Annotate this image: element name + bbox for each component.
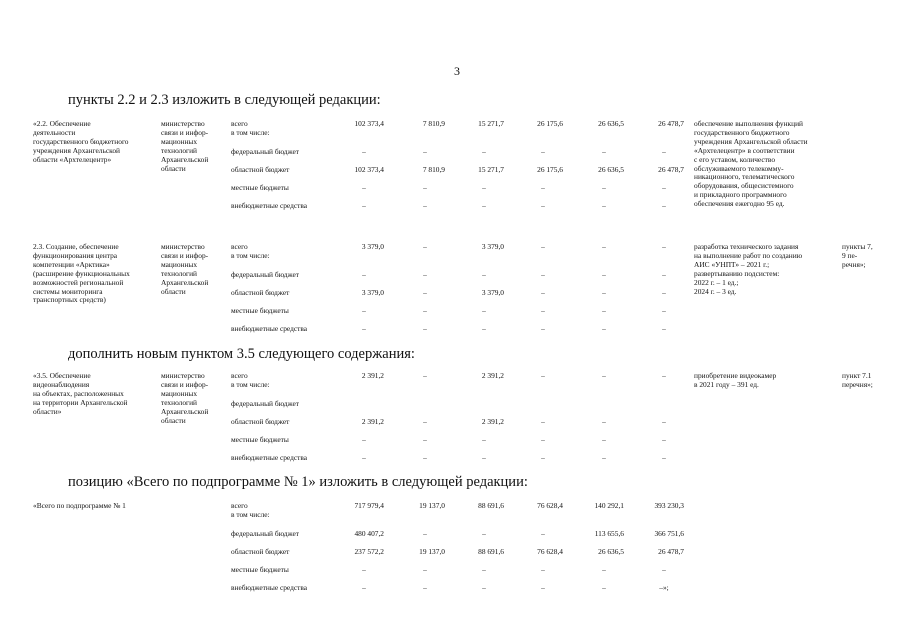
funding-value-cell: – bbox=[602, 242, 606, 251]
executor-line: связи и инфор- bbox=[161, 127, 209, 137]
funding-value-cell: – bbox=[423, 417, 427, 426]
funding-value-cell: – bbox=[362, 435, 366, 444]
funding-value-cell: 140 292,1 bbox=[594, 501, 624, 510]
funding-value-cell: – bbox=[423, 183, 427, 192]
expected-result-line: приобретение видеокамер bbox=[694, 371, 777, 380]
indicator-link-line: перечня»; bbox=[842, 379, 873, 389]
executor-line: связи и инфор- bbox=[161, 379, 209, 389]
measure-name-line: возможностей региональной bbox=[33, 277, 124, 287]
measure-name-line: 2.3. Создание, обеспечение bbox=[33, 242, 119, 251]
funding-source-label: в том числе: bbox=[231, 127, 270, 137]
funding-value-cell: – bbox=[602, 201, 606, 210]
funding-value-cell: – bbox=[662, 306, 666, 315]
funding-source-label: в том числе: bbox=[231, 509, 270, 519]
funding-value-cell: 26 636,5 bbox=[598, 119, 624, 128]
funding-value-cell: – bbox=[602, 565, 606, 574]
funding-value-cell: – bbox=[423, 435, 427, 444]
expected-result-line: обеспечение выполнения функций bbox=[694, 119, 803, 128]
funding-value-cell: – bbox=[662, 565, 666, 574]
measure-name-line: функционирования центра bbox=[33, 250, 118, 260]
expected-result-line: 2024 г. – 3 ед. bbox=[694, 286, 737, 296]
funding-value-cell: – bbox=[541, 371, 545, 380]
funding-value-cell: – bbox=[482, 183, 486, 192]
funding-value-cell: – bbox=[482, 147, 486, 156]
funding-value-cell: – bbox=[662, 288, 666, 297]
funding-value-cell: – bbox=[482, 201, 486, 210]
funding-value-cell: 7 810,9 bbox=[422, 119, 445, 128]
funding-source-label: областной бюджет bbox=[231, 165, 290, 174]
funding-value-cell: – bbox=[362, 324, 366, 333]
measure-name-line: (расширение функциональных bbox=[33, 268, 130, 278]
funding-value-cell: – bbox=[423, 306, 427, 315]
expected-result-line: и прикладного программного bbox=[694, 190, 787, 200]
funding-value-cell: 102 373,4 bbox=[354, 119, 384, 128]
funding-source-label: федеральный бюджет bbox=[231, 147, 300, 156]
funding-value-cell: – bbox=[541, 270, 545, 279]
funding-source-label: в том числе: bbox=[231, 379, 270, 389]
funding-source-label: внебюджетные средства bbox=[231, 201, 308, 210]
funding-value-cell: 717 979,4 bbox=[354, 501, 384, 510]
expected-result-line: учреждения Архангельской области bbox=[694, 136, 808, 146]
funding-source-label: в том числе: bbox=[231, 250, 270, 260]
executor-line: министерство bbox=[161, 242, 205, 251]
funding-value-cell: – bbox=[602, 306, 606, 315]
expected-result-line: 2022 г. – 1 ед.; bbox=[694, 277, 739, 287]
funding-value-cell: 366 751,6 bbox=[654, 529, 684, 538]
funding-value-cell: – bbox=[662, 201, 666, 210]
expected-result-line: с его уставом, количество bbox=[694, 154, 776, 164]
funding-value-cell: 76 628,4 bbox=[537, 501, 563, 510]
funding-value-cell: – bbox=[423, 371, 427, 380]
funding-value-cell: – bbox=[662, 183, 666, 192]
funding-value-cell: 102 373,4 bbox=[354, 165, 384, 174]
funding-value-cell: – bbox=[362, 201, 366, 210]
funding-value-cell: – bbox=[362, 270, 366, 279]
funding-value-cell: – bbox=[423, 270, 427, 279]
executor-line: технологий bbox=[161, 397, 197, 407]
funding-value-cell: 26 175,6 bbox=[537, 119, 563, 128]
funding-value-cell: 26 478,7 bbox=[658, 165, 684, 174]
funding-source-label: местные бюджеты bbox=[231, 306, 289, 315]
funding-value-cell: – bbox=[423, 583, 427, 592]
executor-line: мационных bbox=[161, 259, 198, 269]
indicator-link-line: пункт 7.1 bbox=[842, 371, 872, 380]
funding-source-label: местные бюджеты bbox=[231, 565, 289, 574]
measure-name-line: видеонаблюдения bbox=[33, 379, 90, 389]
funding-value-cell: – bbox=[541, 435, 545, 444]
funding-value-cell: – bbox=[662, 324, 666, 333]
measure-name-line: «3.5. Обеспечение bbox=[33, 371, 91, 380]
funding-source-label: внебюджетные средства bbox=[231, 324, 308, 333]
funding-value-cell: 19 137,0 bbox=[419, 547, 445, 556]
funding-value-cell: – bbox=[482, 565, 486, 574]
funding-value-cell: – bbox=[423, 242, 427, 251]
funding-source-label: внебюджетные средства bbox=[231, 453, 308, 462]
funding-value-cell: – bbox=[423, 529, 427, 538]
funding-value-cell: – bbox=[482, 583, 486, 592]
expected-result-line: развертыванию подсистем: bbox=[694, 268, 780, 278]
funding-value-cell: – bbox=[541, 417, 545, 426]
funding-value-cell: – bbox=[602, 147, 606, 156]
funding-value-cell: 26 478,7 bbox=[658, 547, 684, 556]
funding-value-cell: 19 137,0 bbox=[419, 501, 445, 510]
funding-value-cell: – bbox=[482, 435, 486, 444]
measure-name-line: области «Архтелецентр» bbox=[33, 154, 112, 164]
funding-value-cell: – bbox=[541, 288, 545, 297]
measure-name-line: «Всего по подпрограмме № 1 bbox=[33, 501, 126, 510]
funding-value-cell: – bbox=[662, 242, 666, 251]
funding-value-cell: 26 636,5 bbox=[598, 547, 624, 556]
funding-value-cell: – bbox=[423, 288, 427, 297]
measure-name-line: транспортных средств) bbox=[33, 295, 106, 305]
measure-name-line: на территории Архангельской bbox=[33, 397, 128, 407]
funding-source-label: всего bbox=[231, 371, 248, 380]
funding-value-cell: – bbox=[362, 453, 366, 462]
funding-value-cell: – bbox=[541, 147, 545, 156]
funding-source-label: всего bbox=[231, 242, 248, 251]
funding-value-cell: – bbox=[602, 583, 606, 592]
funding-value-cell: 237 572,2 bbox=[354, 547, 384, 556]
funding-value-cell: 15 271,7 bbox=[478, 119, 504, 128]
funding-value-cell: 3 379,0 bbox=[361, 288, 384, 297]
funding-value-cell: – bbox=[482, 306, 486, 315]
indicator-link-line: речня»; bbox=[842, 259, 866, 269]
funding-value-cell: – bbox=[541, 306, 545, 315]
funding-value-cell: – bbox=[423, 201, 427, 210]
funding-value-cell: – bbox=[482, 324, 486, 333]
funding-value-cell: – bbox=[362, 583, 366, 592]
funding-value-cell: – bbox=[541, 201, 545, 210]
funding-value-cell: – bbox=[602, 371, 606, 380]
funding-value-cell: – bbox=[602, 270, 606, 279]
funding-value-cell: 2 391,2 bbox=[361, 417, 384, 426]
funding-value-cell: – bbox=[423, 147, 427, 156]
funding-value-cell: – bbox=[662, 417, 666, 426]
funding-value-cell: – bbox=[602, 288, 606, 297]
funding-value-cell: – bbox=[602, 435, 606, 444]
expected-result-line: государственного бюджетного bbox=[694, 127, 790, 137]
funding-source-label: федеральный бюджет bbox=[231, 270, 300, 279]
funding-value-cell: 393 230,3 bbox=[654, 501, 684, 510]
funding-source-label: областной бюджет bbox=[231, 288, 290, 297]
expected-result-line: обслуживаемого телекомму- bbox=[694, 163, 784, 173]
funding-source-label: областной бюджет bbox=[231, 417, 290, 426]
executor-line: Архангельской bbox=[161, 277, 209, 287]
funding-value-cell: – bbox=[423, 453, 427, 462]
funding-source-label: федеральный бюджет bbox=[231, 529, 300, 538]
funding-value-cell: 88 691,6 bbox=[478, 501, 504, 510]
section-heading-2: дополнить новым пунктом 3.5 следующего содержания: bbox=[68, 346, 415, 362]
funding-source-label: местные бюджеты bbox=[231, 183, 289, 192]
measure-name-line: на объектах, расположенных bbox=[33, 388, 124, 398]
funding-value-cell: 3 379,0 bbox=[481, 242, 504, 251]
funding-value-cell: – bbox=[662, 453, 666, 462]
funding-source-label: внебюджетные средства bbox=[231, 583, 308, 592]
funding-value-cell: – bbox=[541, 242, 545, 251]
executor-line: Архангельской bbox=[161, 406, 209, 416]
funding-value-cell: 26 636,5 bbox=[598, 165, 624, 174]
funding-value-cell: – bbox=[602, 453, 606, 462]
funding-value-cell: – bbox=[541, 529, 545, 538]
funding-value-cell: – bbox=[662, 270, 666, 279]
measure-name-line: учреждения Архангельской bbox=[33, 145, 120, 155]
funding-value-cell: 2 391,2 bbox=[481, 417, 504, 426]
executor-line: мационных bbox=[161, 388, 198, 398]
funding-source-label: всего bbox=[231, 501, 248, 510]
funding-value-cell: – bbox=[362, 565, 366, 574]
funding-value-cell: – bbox=[541, 183, 545, 192]
funding-value-cell: –»; bbox=[659, 583, 669, 592]
funding-value-cell: – bbox=[362, 147, 366, 156]
executor-line: области bbox=[161, 415, 186, 425]
indicator-link-line: 9 пе- bbox=[842, 250, 858, 260]
funding-value-cell: 26 175,6 bbox=[537, 165, 563, 174]
measure-name-line: области» bbox=[33, 406, 62, 416]
funding-value-cell: 26 478,7 bbox=[658, 119, 684, 128]
expected-result-line: АИС «УНПТ» – 2021 г.; bbox=[694, 259, 770, 269]
funding-value-cell: – bbox=[482, 529, 486, 538]
executor-line: области bbox=[161, 286, 186, 296]
funding-value-cell: – bbox=[662, 435, 666, 444]
indicator-link-line: пункты 7, bbox=[842, 242, 873, 251]
expected-result-line: оборудования, общесистемного bbox=[694, 181, 794, 191]
funding-value-cell: – bbox=[482, 270, 486, 279]
funding-value-cell: – bbox=[482, 453, 486, 462]
expected-result-line: никационного, телематического bbox=[694, 172, 795, 182]
funding-value-cell: 76 628,4 bbox=[537, 547, 563, 556]
funding-value-cell: – bbox=[541, 583, 545, 592]
funding-source-label: федеральный бюджет bbox=[231, 399, 300, 408]
funding-value-cell: 2 391,2 bbox=[481, 371, 504, 380]
expected-result-line: в 2021 году – 391 ед. bbox=[694, 379, 759, 389]
executor-line: области bbox=[161, 163, 186, 173]
funding-value-cell: – bbox=[423, 565, 427, 574]
funding-value-cell: – bbox=[362, 183, 366, 192]
executor-line: министерство bbox=[161, 371, 205, 380]
section-heading-3: позицию «Всего по подпрограмме № 1» изложить в следующей редакции: bbox=[68, 474, 528, 490]
funding-value-cell: 3 379,0 bbox=[361, 242, 384, 251]
funding-value-cell: 2 391,2 bbox=[361, 371, 384, 380]
funding-value-cell: – bbox=[602, 183, 606, 192]
funding-value-cell: – bbox=[541, 453, 545, 462]
executor-line: мационных bbox=[161, 136, 198, 146]
funding-value-cell: 113 655,6 bbox=[594, 529, 624, 538]
executor-line: Архангельской bbox=[161, 154, 209, 164]
funding-value-cell: – bbox=[362, 306, 366, 315]
funding-value-cell: 15 271,7 bbox=[478, 165, 504, 174]
measure-name-line: системы мониторинга bbox=[33, 286, 103, 296]
measure-name-line: деятельности bbox=[33, 127, 76, 137]
funding-value-cell: – bbox=[662, 147, 666, 156]
funding-value-cell: – bbox=[541, 565, 545, 574]
measure-name-line: компетенции «Арктика» bbox=[33, 259, 110, 269]
funding-value-cell: – bbox=[541, 324, 545, 333]
measure-name-line: государственного бюджетного bbox=[33, 136, 129, 146]
measure-name-line: «2.2. Обеспечение bbox=[33, 119, 91, 128]
funding-value-cell: – bbox=[602, 417, 606, 426]
page-number: 3 bbox=[454, 64, 460, 78]
funding-source-label: областной бюджет bbox=[231, 547, 290, 556]
executor-line: связи и инфор- bbox=[161, 250, 209, 260]
funding-value-cell: 480 407,2 bbox=[354, 529, 384, 538]
executor-line: технологий bbox=[161, 268, 197, 278]
section-heading-1: пункты 2.2 и 2.3 изложить в следующей редакции: bbox=[68, 92, 381, 108]
expected-result-line: на выполнение работ по созданию bbox=[694, 250, 803, 260]
funding-source-label: местные бюджеты bbox=[231, 435, 289, 444]
funding-value-cell: – bbox=[662, 371, 666, 380]
funding-value-cell: 7 810,9 bbox=[422, 165, 445, 174]
funding-value-cell: 3 379,0 bbox=[481, 288, 504, 297]
executor-line: министерство bbox=[161, 119, 205, 128]
funding-value-cell: 88 691,6 bbox=[478, 547, 504, 556]
executor-line: технологий bbox=[161, 145, 197, 155]
funding-source-label: всего bbox=[231, 119, 248, 128]
funding-value-cell: – bbox=[602, 324, 606, 333]
expected-result-line: разработка технического задания bbox=[694, 242, 799, 251]
expected-result-line: обеспечения ежегодно 95 ед. bbox=[694, 199, 785, 209]
funding-value-cell: – bbox=[423, 324, 427, 333]
expected-result-line: «Архтелецентр» в соответствии bbox=[694, 145, 795, 155]
